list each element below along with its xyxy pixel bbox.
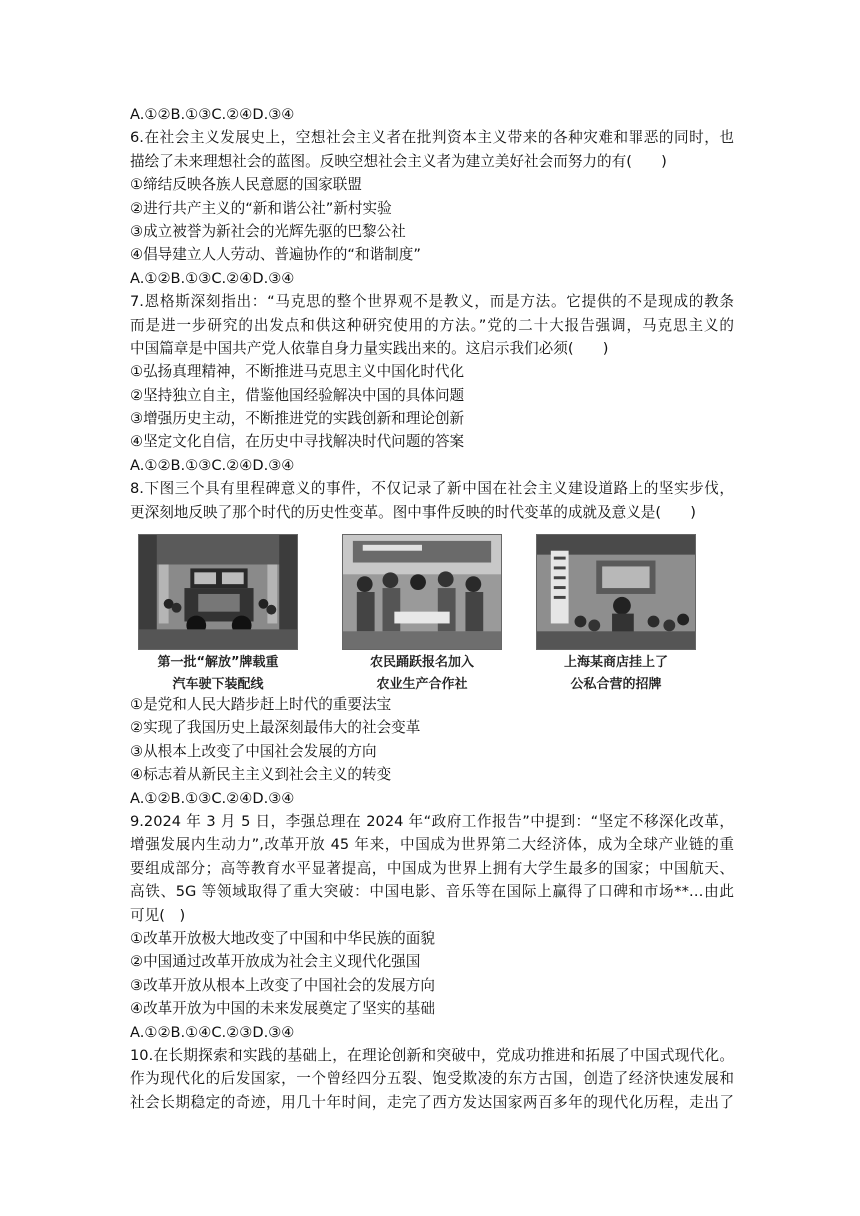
text-line: A.①②B.①③C.②④D.③④ — [130, 106, 295, 123]
text-line: ④倡导建立人人劳动、普遍协作的“和谐制度” — [130, 246, 421, 264]
text-line: A.①②B.①④C.②③D.③④ — [130, 1023, 295, 1041]
truck-photo-image — [138, 534, 298, 650]
question-text — [130, 103, 734, 1114]
text-line: ④改革开放为中国的未来发展奠定了坚实的基础 — [130, 1000, 435, 1018]
text-line: 6.在社会主义发展史上，空想社会主义者在批判资本主义带来的各种灾难和罪恶的同时，也 — [130, 129, 734, 147]
text-line: ③增强历史主动，不断推进党的实践创新和理论创新 — [130, 410, 465, 428]
text-line: 可见( ) — [130, 906, 186, 924]
photo-caption: 第一批“解放”牌载重 — [157, 655, 279, 671]
photo-row — [130, 528, 734, 693]
text-line: 中国篇章是中国共产党人依靠自身力量实践出来的。这启示我们必须( ) — [130, 339, 609, 357]
photo-shop — [536, 534, 696, 694]
text-line: 要组成部分；高等教育水平显著提高，中国成为世界上拥有大学生最多的国家；中国航天、 — [130, 859, 734, 877]
text-line: 增强发展内生动力”,改革开放 45 年来，中国成为世界第二大经济体，成为全球产业链的重 — [130, 836, 734, 854]
photo-truck — [138, 534, 298, 694]
text-line: 7.恩格斯深刻指出：“马克思的整个世界观不是教义，而是方法。它提供的不是现成的教条 — [130, 293, 734, 311]
text-line: ②坚持独立自主，借鉴他国经验解决中国的具体问题 — [130, 386, 465, 404]
text-line: ③从根本上改变了中国社会发展的方向 — [130, 742, 377, 760]
text-line: 社会长期稳定的奇迹，用几十年时间，走完了西方发达国家两百多年的现代化历程，走出了 — [130, 1093, 734, 1111]
text-line: ④坚定文化自信，在历史中寻找解决时代问题的答案 — [130, 433, 465, 451]
photo-caption: 上海某商店挂上了 — [563, 655, 668, 671]
text-line: ③成立被誉为新社会的光辉先驱的巴黎公社 — [130, 222, 406, 240]
text-line: ①是党和人民大踏步赶上时代的重要法宝 — [130, 696, 392, 714]
text-line: ①改革开放极大地改变了中国和中华民族的面貌 — [130, 929, 435, 947]
text-line: ①弘扬真理精神，不断推进马克思主义中国化时代化 — [130, 363, 465, 381]
text-line: 8.下图三个具有里程碑意义的事件，不仅记录了新中国在社会主义建设道路上的坚实步伐， — [130, 480, 734, 498]
text-line: 而是进一步研究的出发点和供这种研究使用的方法。”党的二十大报告强调，马克思主义的 — [130, 316, 734, 334]
text-line: 作为现代化的后发国家，一个曾经四分五裂、饱受欺凌的东方古国，创造了经济快速发展和 — [130, 1070, 734, 1088]
text-line: ②实现了我国历史上最深刻最伟大的社会变革 — [130, 719, 421, 737]
photo-caption: 汽车驶下装配线 — [172, 677, 264, 693]
text-line: 描绘了未来理想社会的蓝图。反映空想社会主义者为建立美好社会而努力的有( ) — [130, 152, 667, 170]
text-line: A.①②B.①③C.②④D.③④ — [130, 456, 295, 474]
text-line: ④标志着从新民主主义到社会主义的转变 — [130, 766, 392, 784]
photo-caption: 公私合营的招牌 — [570, 677, 662, 693]
text-line: A.①②B.①③C.②④D.③④ — [130, 789, 295, 807]
text-line: ②进行共产主义的“新和谐公社”新村实验 — [130, 199, 392, 217]
text-line: 10.在长期探索和实践的基础上，在理论创新和突破中，党成功推进和拓展了中国式现代化。 — [130, 1046, 734, 1064]
photo-farmers — [342, 534, 502, 694]
text-line: 更深刻地反映了那个时代的历史性变革。图中事件反映的时代变革的成就及意义是( ) — [130, 503, 696, 521]
shop-photo-image — [536, 534, 696, 650]
photo-caption: 农民踊跃报名加入 — [369, 655, 474, 671]
farmers-photo-image — [342, 534, 502, 650]
photo-caption: 农业生产合作社 — [376, 677, 468, 693]
text-line: ②中国通过改革开放成为社会主义现代化强国 — [130, 953, 421, 971]
text-line: 高铁、5G 等领域取得了重大突破：中国电影、音乐等在国际上赢得了口碑和市场**…由此 — [130, 883, 734, 901]
text-line: 9.2024 年 3 月 5 日，李强总理在 2024 年“政府工作报告”中提到：“坚定不移深化改革， — [130, 812, 734, 830]
text-line: ①缔结反映各族人民意愿的国家联盟 — [130, 176, 362, 194]
text-line: ③改革开放从根本上改变了中国社会的发展方向 — [130, 976, 435, 994]
text-line: A.①②B.①③C.②④D.③④ — [130, 269, 295, 287]
